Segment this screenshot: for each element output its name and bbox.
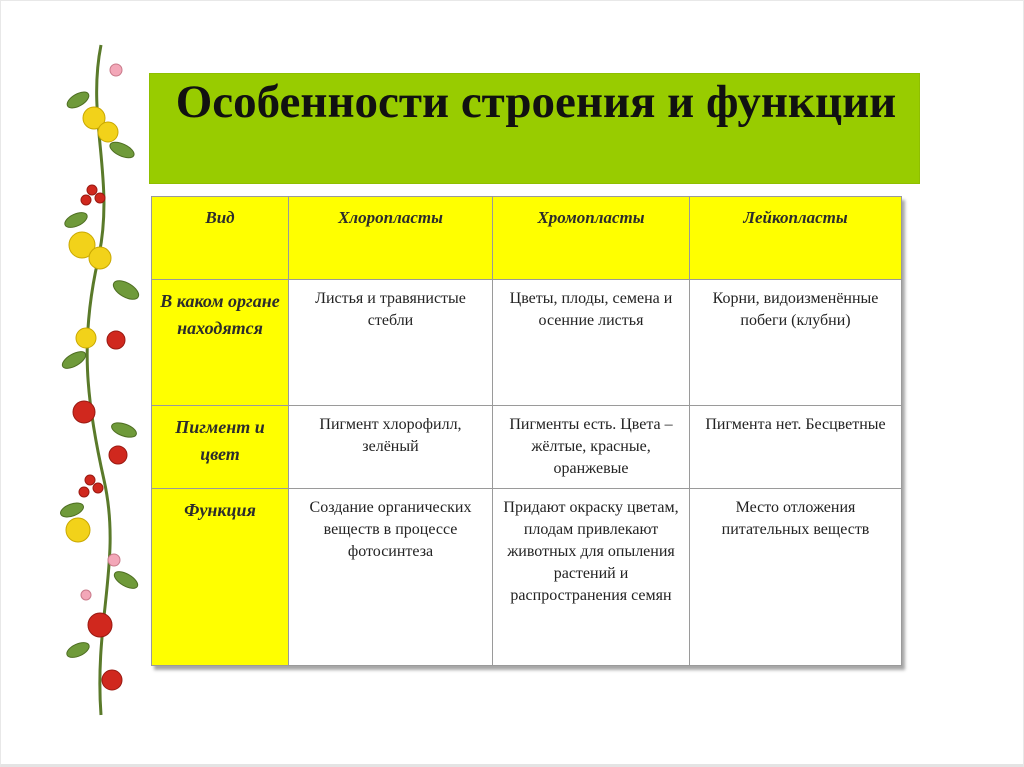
cell-function-leucoplasts: Место отложения питательных веществ (690, 489, 902, 666)
cell-function-chromoplasts: Придают окраску цветам, плодам привлекают животных для опыления растений и распространения семян (493, 489, 690, 666)
cell-location-chromoplasts: Цветы, плоды, семена и осенние листья (493, 280, 690, 406)
slide-title: Особенности строения и функции (175, 76, 897, 128)
flower-vine-illustration (56, 40, 146, 720)
table-row-function (152, 489, 902, 666)
row-label-pigment: Пигмент и цвет (152, 406, 289, 489)
header-chloroplasts: Хлоропласты (289, 197, 493, 280)
header-leucoplasts: Лейкопласты (690, 197, 902, 280)
cell-pigment-chloroplasts: Пигмент хлорофилл, зелёный (289, 406, 493, 489)
cell-location-leucoplasts: Корни, видоизменённые побеги (клубни) (690, 280, 902, 406)
row-label-function: Функция (152, 489, 289, 666)
header-type: Вид (152, 197, 289, 280)
cell-location-chloroplasts: Листья и травянистые стебли (289, 280, 493, 406)
header-chromoplasts: Хромопласты (493, 197, 690, 280)
cell-function-chloroplasts: Создание органических веществ в процессе фотосинтеза (289, 489, 493, 666)
cell-pigment-leucoplasts: Пигмента нет. Бесцветные (690, 406, 902, 489)
table-header-row (152, 197, 902, 280)
row-label-location: В каком органе находятся (152, 280, 289, 406)
cell-pigment-chromoplasts: Пигменты есть. Цвета – жёлтые, красные, оранжевые (493, 406, 690, 489)
table-row-pigment (152, 406, 902, 489)
table-row-location (152, 280, 902, 406)
plastids-table (151, 196, 902, 666)
